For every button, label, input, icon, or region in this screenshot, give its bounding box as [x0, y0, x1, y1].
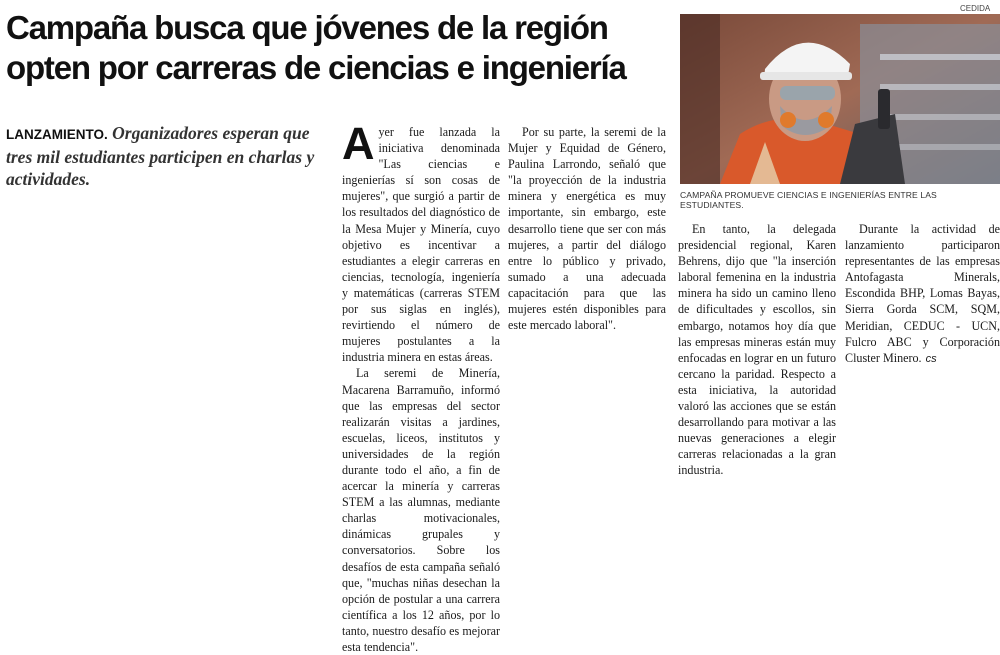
lead-text: Organizadores esperan que tres mil estudiantes participen en charlas y actividades.	[6, 123, 315, 189]
lead-kicker: LANZAMIENTO.	[6, 127, 108, 142]
headline-line-2: opten por carreras de ciencias e ingeniería	[6, 49, 626, 86]
worker-photo-illustration	[680, 14, 1000, 184]
paragraph-1-text: yer fue lanzada la iniciativa denominada "Las ciencias e ingenierías sí son cosas de mujeres", que surgió a partir de los resultados del diagnóstico de la Mesa Mujer y Minería, cuyo objetivo es incentivar a estudiantes a elegir carreras en ciencias, tecnología, ingeniería y matemáticas (carreras STEM por sus siglas en inglés), revirtiendo el número de mujeres postulantes a la industria minera en estas áreas.	[342, 125, 500, 365]
paragraph-5-text: Durante la actividad de lanzamiento participaron representantes de las empresas Antofagasta Minerals, Escondida BHP, Lomas Bayas, Sierra Gorda SCM, SQM, Meridian, CEDUC - UCN, Fulcro ABC y Corporación Cluster Minero.	[845, 222, 1000, 365]
article-photo	[680, 14, 1000, 184]
paragraph-4: En tanto, la delegada presidencial regional, Karen Behrens, dijo que "la inserción laboral femenina en la industria minera ha sido un camino lleno de dificultades y escollos, sin embargo, notamos hoy día que las empresas mineras están muy enfocadas en lograr en un futuro cercano la paridad. Respecto a esta iniciativa, la autoridad valoró las acciones que se están desarrollando para motivar a las nuevas generaciones a elegir carreras relacionadas a la gran industria.	[678, 222, 836, 478]
lead-summary	[6, 122, 316, 190]
article-column-3	[678, 221, 836, 479]
photo-credit: CEDIDA	[960, 4, 991, 13]
headline	[6, 8, 666, 88]
author-end-mark: cs	[925, 352, 937, 365]
photo-caption: CAMPAÑA PROMUEVE CIENCIAS E INGENIERÍAS ENTRE LAS ESTUDIANTES.	[680, 190, 937, 210]
paragraph-2: La seremi de Minería, Macarena Barramuño, informó que las empresas del sector realizarán visitas a jardines, escuelas, liceos, institutos y universidades de la región durante todo el año, a fin de acercar la minería y carreras STEM a las alumnas, mediante charlas motivacionales, dinámicas grupales y conversatorios. Sobre los desafíos de esta campaña señaló que, "muchas niñas desechan la opción de postular a una carrera científica a los 12 años, por lo tanto, nuestro desafío es mejorar esta tendencia".	[342, 366, 500, 654]
paragraph-1	[342, 118, 500, 365]
headline-line-1: Campaña busca que jóvenes de la región	[6, 9, 608, 46]
article-column-1	[342, 118, 500, 655]
paragraph-3: Por su parte, la seremi de la Mujer y Equidad de Género, Paulina Larrondo, señaló que "la proyección de la industria minera y energética es muy importante, sin embargo, este desarrollo tiene que ser con más mujeres, a partir del diálogo entre lo público y privado, sumado a una adecuada capacitación para que las mujeres estén disponibles para este mercado laboral".	[508, 125, 666, 333]
article-column-4	[845, 221, 1000, 367]
drop-cap: A	[342, 118, 375, 169]
paragraph-5	[845, 221, 1000, 367]
article-column-2	[508, 124, 666, 333]
